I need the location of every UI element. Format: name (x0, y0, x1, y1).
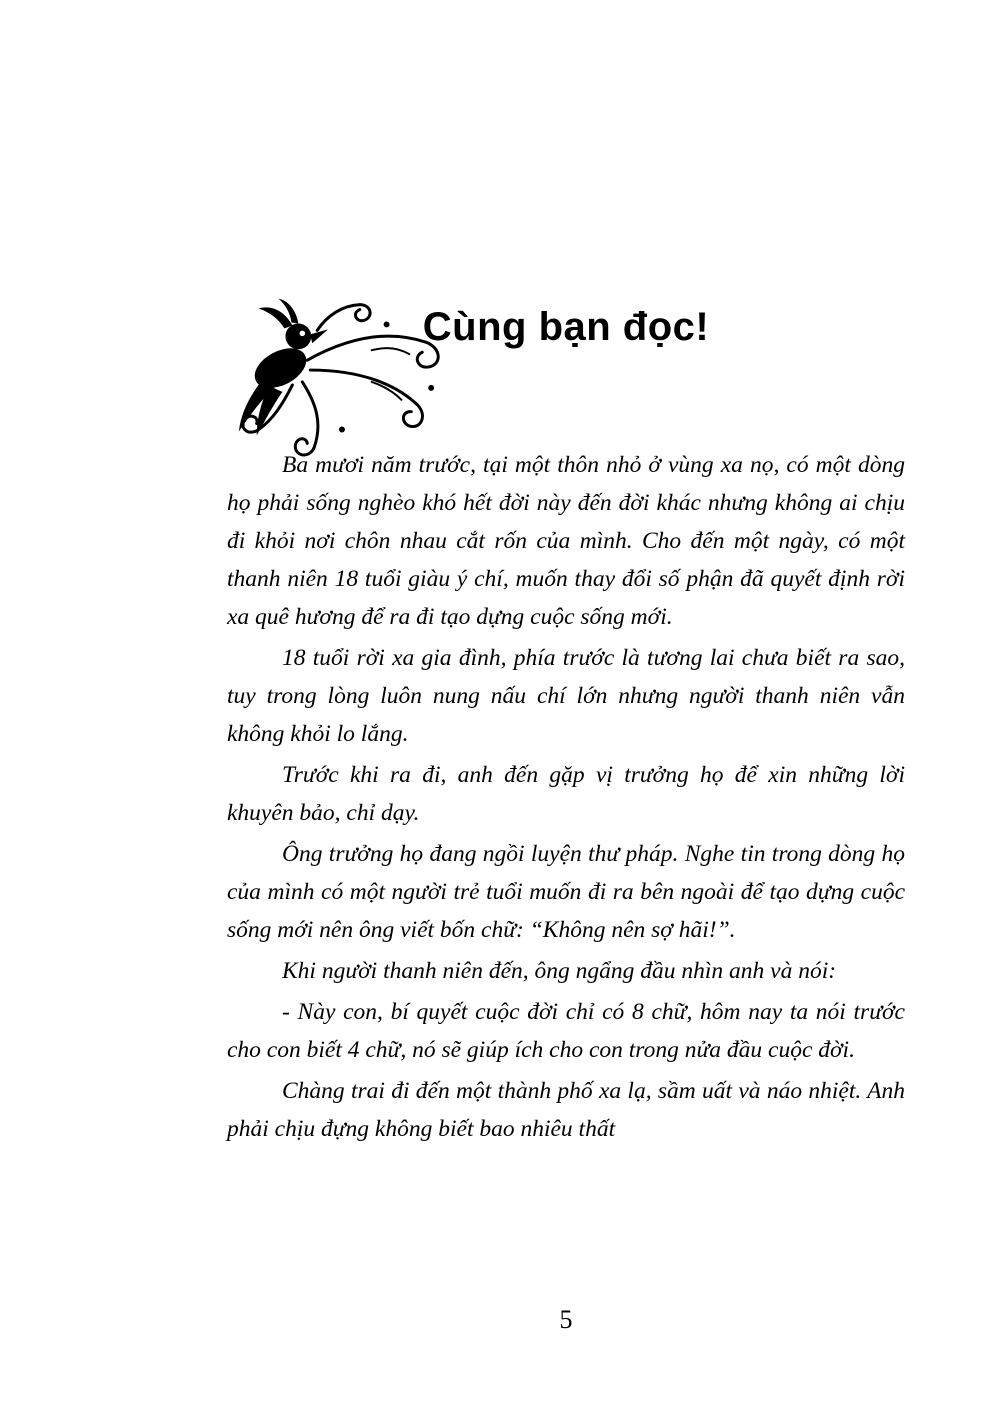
paragraph-7: Chàng trai đi đến một thành phố xa lạ, sầm uất và náo nhiệt. Anh phải chịu đựng không biết bao nhiêu thất (227, 1078, 905, 1142)
paragraph-4: Ông trưởng họ đang ngồi luyện thư pháp. Nghe tin trong dòng họ của mình có một người trẻ tuổi muốn đi ra bên ngoài để tạo dựng cuộc sống mới nên ông viết bốn chữ: “Không nên sợ hãi!”. (227, 841, 905, 943)
chapter-header (227, 304, 905, 446)
paragraph-1: Ba mươi năm trước, tại một thôn nhỏ ở vùng xa nọ, có một dòng họ phải sống nghèo khó hết đời này đến đời khác nhưng không ai chịu đi khỏi nơi chôn nhau cắt rốn của mình. Cho đến một ngày, có một thanh niên 18 tuổi giàu ý chí, muốn thay đổi số phận đã quyết định rời xa quê hương để ra đi tạo dựng cuộc sống mới. (227, 452, 905, 630)
paragraph-2: 18 tuổi rời xa gia đình, phía trước là tương lai chưa biết ra sao, tuy trong lòng luôn nung nấu chí lớn nhưng người thanh niên vẫn không khỏi lo lắng. (227, 645, 905, 747)
paragraph-5: Khi người thanh niên đến, ông ngẩng đầu nhìn anh và nói: (282, 958, 837, 984)
paragraph-3: Trước khi ra đi, anh đến gặp vị trưởng họ để xin những lời khuyên bảo, chỉ dạy. (227, 762, 905, 826)
bird-flourish-icon (223, 290, 451, 462)
body-text (227, 446, 905, 1148)
page-content (227, 298, 905, 1151)
page-number: 5 (559, 1305, 573, 1334)
page-title: Cùng bạn đọc! (422, 305, 710, 349)
paragraph-6: - Này con, bí quyết cuộc đời chỉ có 8 chữ, hôm nay ta nói trước cho con biết 4 chữ, nó sẽ giúp ích cho con trong nửa đầu cuộc đời. (227, 999, 905, 1063)
